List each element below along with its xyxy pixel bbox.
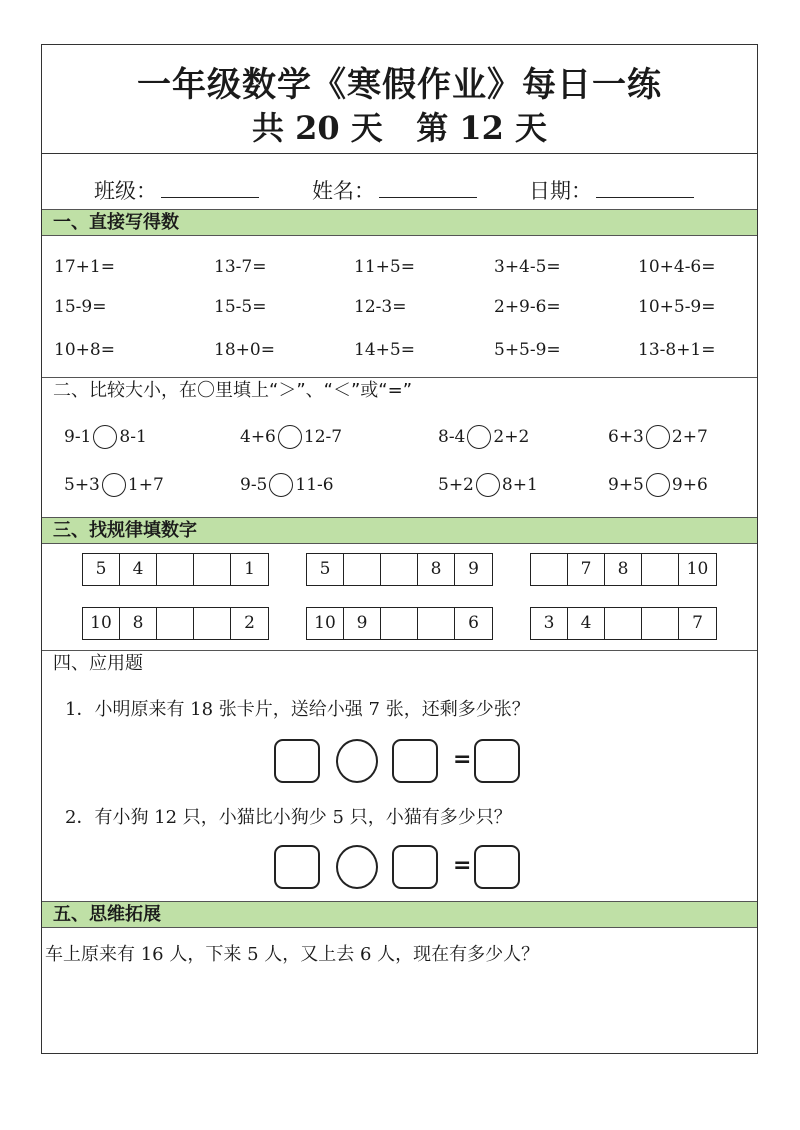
comparison-item	[438, 473, 538, 497]
number-sequence	[530, 553, 717, 586]
sequence-blank-cell[interactable]	[194, 554, 231, 585]
sequence-cell: 9	[344, 608, 381, 639]
comparison-circle[interactable]	[93, 425, 117, 449]
class-label: 班级：	[94, 179, 157, 203]
answer-box[interactable]	[392, 845, 438, 889]
comparison-circle[interactable]	[278, 425, 302, 449]
sequence-cell: 9	[468, 559, 479, 579]
comparison-item	[608, 473, 708, 497]
section3-header: 三、找规律填数字	[42, 517, 757, 544]
operator-circle[interactable]	[336, 845, 378, 889]
comparison-right: 12-7	[303, 427, 343, 447]
equation-item: 14+5=	[354, 340, 415, 360]
word-problem-2: 2．有小狗 12 只，小猫比小狗少 5 只，小猫有多少只？	[65, 807, 512, 828]
comparison-item	[64, 473, 164, 497]
number-sequence	[306, 553, 493, 586]
comparison-circle[interactable]	[269, 473, 293, 497]
section1-header: 一、直接写得数	[42, 209, 757, 236]
equation-item: 3+4-5=	[494, 257, 561, 277]
comparison-right: 8+1	[501, 475, 538, 495]
comparison-right: 2+7	[671, 427, 708, 447]
comparison-left: 5+3	[64, 475, 100, 495]
sequence-cell: 7	[692, 613, 703, 633]
comparison-right: 9+6	[671, 475, 708, 495]
equation-item: 13-7=	[214, 257, 267, 277]
equation-item: 18+0=	[214, 340, 275, 360]
equation-item: 11+5=	[354, 257, 415, 277]
comparison-circle[interactable]	[646, 425, 670, 449]
sequence-cell: 3	[531, 608, 568, 639]
equation-item: 10+4-6=	[638, 257, 716, 277]
answer-box[interactable]	[474, 739, 520, 783]
comparison-right: 1+7	[127, 475, 164, 495]
comparison-left: 9-1	[64, 427, 92, 447]
comparison-item	[240, 425, 342, 449]
title-block	[42, 45, 757, 154]
sequence-blank-cell[interactable]	[157, 608, 194, 639]
thinking-problem: 车上原来有 16 人，下来 5 人，又上去 6 人，现在有多少人？	[45, 944, 540, 965]
comparison-right: 11-6	[295, 475, 334, 495]
sequence-cell: 8	[418, 554, 455, 585]
comparison-item	[64, 425, 147, 449]
student-info-row	[42, 153, 757, 209]
comparison-right: 2+2	[493, 427, 530, 447]
sequence-cell: 4	[120, 554, 157, 585]
operator-circle[interactable]	[336, 739, 378, 783]
sequence-cell: 2	[244, 613, 255, 633]
comparison-right: 8-1	[119, 427, 147, 447]
sequence-blank-cell[interactable]	[531, 554, 568, 585]
sequence-blank-cell[interactable]	[344, 554, 381, 585]
comparison-left: 9-5	[240, 475, 268, 495]
comparison-left: 6+3	[608, 427, 644, 447]
class-blank[interactable]	[161, 179, 259, 198]
sequence-blank-cell[interactable]	[381, 554, 418, 585]
answer-box[interactable]	[274, 845, 320, 889]
date-blank[interactable]	[596, 179, 694, 198]
sequence-blank-cell[interactable]	[381, 608, 418, 639]
sequence-blank-cell[interactable]	[605, 608, 642, 639]
equation-item: 15-9=	[54, 297, 107, 317]
sequence-cell: 4	[568, 608, 605, 639]
sequence-cell: 10	[83, 608, 120, 639]
comparison-circle[interactable]	[646, 473, 670, 497]
sequence-cell: 5	[83, 554, 120, 585]
equals-sign: =	[453, 747, 472, 772]
sequence-cell: 8	[605, 554, 642, 585]
sequence-blank-cell[interactable]	[642, 608, 679, 639]
number-sequence	[82, 553, 269, 586]
name-field[interactable]	[312, 175, 477, 205]
equation-item: 17+1=	[54, 257, 115, 277]
sequence-cell: 10	[686, 559, 709, 579]
sequence-cell: 1	[244, 559, 255, 579]
answer-row-2	[274, 845, 524, 893]
sequence-cell: 7	[568, 554, 605, 585]
comparison-left: 8-4	[438, 427, 466, 447]
equation-item: 12-3=	[354, 297, 407, 317]
sequence-cell: 8	[120, 608, 157, 639]
name-blank[interactable]	[379, 179, 477, 198]
comparison-item	[240, 473, 334, 497]
comparison-circle[interactable]	[102, 473, 126, 497]
comparison-circle[interactable]	[467, 425, 491, 449]
comparison-item	[438, 425, 529, 449]
sequence-blank-cell[interactable]	[194, 608, 231, 639]
page-subtitle: 共 20 天 第 12 天	[251, 109, 548, 147]
number-sequence	[82, 607, 269, 640]
date-label: 日期：	[529, 179, 592, 203]
number-sequence	[530, 607, 717, 640]
equation-item: 15-5=	[214, 297, 267, 317]
equation-item: 10+5-9=	[638, 297, 716, 317]
page-title: 一年级数学《寒假作业》每日一练	[137, 65, 662, 105]
section4-header: 四、应用题	[42, 650, 757, 677]
equation-item: 10+8=	[54, 340, 115, 360]
name-label: 姓名：	[312, 179, 375, 203]
sequence-cell: 10	[307, 608, 344, 639]
section5-header: 五、思维拓展	[42, 901, 757, 928]
answer-box[interactable]	[474, 845, 520, 889]
section2-header: 二、比较大小，在〇里填上“＞”、“＜”或“=”	[42, 377, 757, 404]
word-problem-1: 1．小明原来有 18 张卡片，送给小强 7 张，还剩多少张？	[65, 699, 530, 720]
equation-item: 5+5-9=	[494, 340, 561, 360]
date-field[interactable]	[529, 175, 694, 205]
comparison-left: 9+5	[608, 475, 644, 495]
answer-row-1	[274, 739, 524, 787]
sequence-blank-cell[interactable]	[642, 554, 679, 585]
answer-box[interactable]	[274, 739, 320, 783]
number-sequence	[306, 607, 493, 640]
sequence-blank-cell[interactable]	[157, 554, 194, 585]
comparison-circle[interactable]	[476, 473, 500, 497]
equals-sign: =	[453, 853, 472, 878]
comparison-left: 5+2	[438, 475, 474, 495]
sequence-blank-cell[interactable]	[418, 608, 455, 639]
equation-item: 13-8+1=	[638, 340, 716, 360]
class-field[interactable]	[94, 175, 259, 205]
sequence-cell: 6	[468, 613, 479, 633]
sequence-cell: 5	[307, 554, 344, 585]
answer-box[interactable]	[392, 739, 438, 783]
comparison-item	[608, 425, 708, 449]
comparison-left: 4+6	[240, 427, 276, 447]
worksheet	[41, 44, 758, 1054]
equation-item: 2+9-6=	[494, 297, 561, 317]
